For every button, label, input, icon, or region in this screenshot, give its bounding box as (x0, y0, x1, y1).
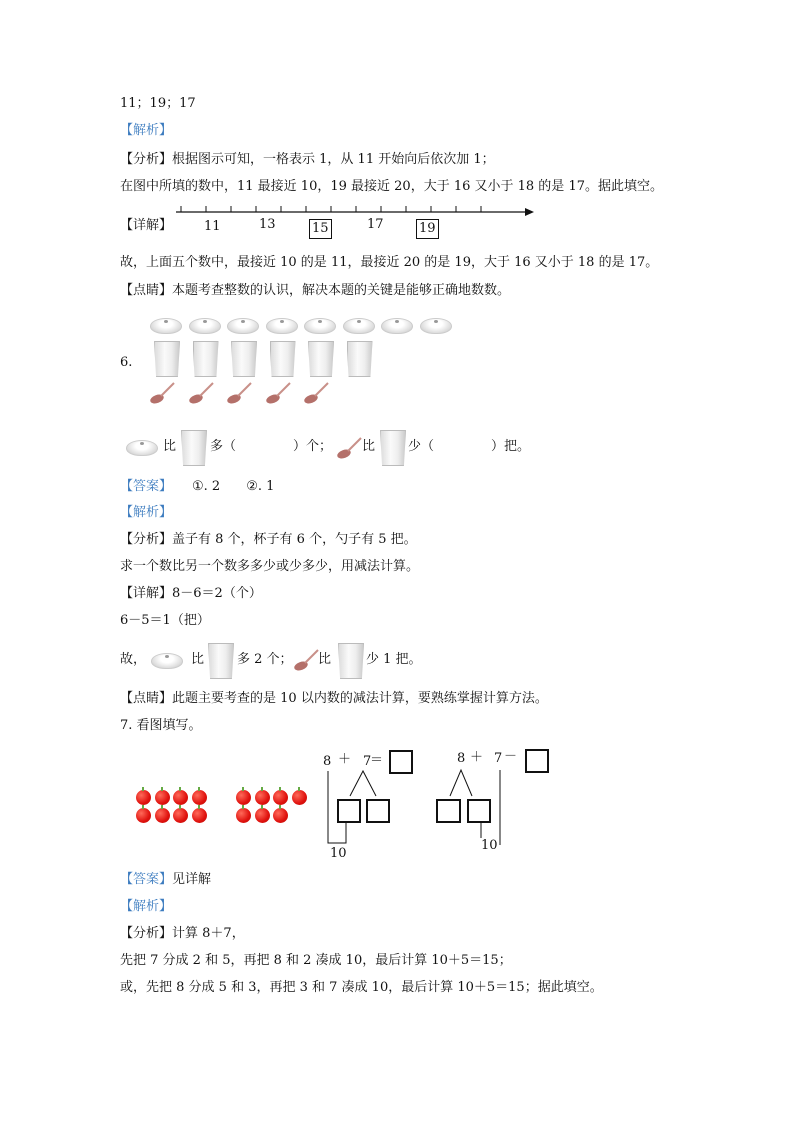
numberline-label-11: 11 (204, 219, 221, 234)
spoon-icon (304, 381, 330, 405)
eq2-eq: － (504, 749, 518, 764)
cup-icon (308, 341, 334, 377)
fenxi-text: 盖子有 8 个，杯子有 6 个，勺子有 5 把。 (172, 532, 417, 547)
xiangjie-label: 【详解】 (120, 586, 173, 601)
answer-text: 见详解 (172, 872, 212, 887)
q6-answer (120, 479, 274, 495)
q5-dianjing (120, 283, 510, 299)
q7-jiexi-label: 【解析】 (120, 899, 173, 914)
eq1-op: ＋ (338, 752, 352, 767)
cup-icon (338, 643, 364, 679)
eq2-a: 8 (457, 751, 466, 766)
cup-icon (231, 341, 257, 377)
apple-icon (236, 790, 251, 805)
q6-fenxi-2: 求一个数比另一个数多多少或少多少，用减法计算。 (120, 559, 420, 574)
q6-q-ge: ）个； (293, 439, 333, 454)
cup-icon (380, 430, 406, 466)
q6-xiangjie-1 (120, 586, 262, 602)
lid-icon (381, 318, 413, 334)
eq1-ten: 10 (330, 846, 347, 861)
fenxi-label: 【分析】 (120, 532, 173, 547)
apple-icon (192, 808, 207, 823)
numberline-label-13: 13 (259, 217, 276, 232)
q6-fenxi-1 (120, 532, 417, 548)
lid-icon (189, 318, 221, 334)
lid-icon (227, 318, 259, 334)
fenxi-label: 【分析】 (120, 152, 173, 167)
cup-icon (193, 341, 219, 377)
cup-icon (181, 430, 207, 466)
q7-answer (120, 872, 211, 888)
q6-q-bi2: 比 (362, 439, 376, 454)
eq2-b: 7 (494, 751, 503, 766)
q7-title: 7. 看图填写。 (120, 718, 202, 733)
q7-fenxi-3: 或，先把 8 分成 5 和 3，再把 3 和 7 凑成 10，最后计算 10＋5＝15；据此填空。 (120, 980, 603, 995)
q6-dianjing (120, 691, 548, 707)
apple-icon (236, 808, 251, 823)
spoon-icon (266, 381, 292, 405)
apple-icon (173, 790, 188, 805)
dianjing-text: 此题主要考查的是 10 以内数的减法计算，要熟练掌握计算方法。 (172, 691, 548, 706)
eq1-a: 8 (323, 754, 332, 769)
numberline-box-15: 15 (309, 219, 332, 239)
spoon-icon (337, 436, 363, 460)
eq2-op: ＋ (470, 750, 484, 765)
lid-icon (126, 440, 158, 456)
xiangjie-text: 8－6＝2（个） (172, 586, 262, 601)
cup-icon (154, 341, 180, 377)
eq2-ten: 10 (481, 838, 498, 853)
fenxi-text: 根据图示可知，一格表示 1，从 11 开始向后依次加 1； (172, 152, 495, 167)
dianjing-text: 本题考查整数的认识，解决本题的关键是能够正确地数数。 (172, 283, 511, 298)
q6-q-bi: 比 (163, 439, 177, 454)
lid-icon (304, 318, 336, 334)
spoon-icon (150, 381, 176, 405)
q6-xiangjie-2: 6－5＝1（把） (120, 613, 210, 628)
q6-c-duo: 多 2 个； (237, 652, 293, 667)
answer-label: 【答案】 (120, 479, 173, 494)
apple-icon (136, 808, 151, 823)
q6-q-duo: 多（ (210, 439, 237, 454)
spoon-icon (189, 381, 215, 405)
apple-icon (255, 808, 270, 823)
apple-icon (155, 808, 170, 823)
answer-values: ①. 2 ②. 1 (192, 479, 275, 494)
q5-jiexi-label: 【解析】 (120, 123, 173, 138)
q5-answer: 11；19；17 (120, 96, 196, 111)
lid-icon (420, 318, 452, 334)
q6-jiexi-label: 【解析】 (120, 505, 173, 520)
apple-icon (255, 790, 270, 805)
q6-c-shao: 少 1 把。 (366, 652, 422, 667)
lid-icon (151, 653, 183, 669)
apple-icon (173, 808, 188, 823)
spoon-icon (227, 381, 253, 405)
cup-icon (270, 341, 296, 377)
spoon-icon (294, 648, 320, 672)
q6-q-shao: 少（ (408, 439, 435, 454)
q7-fenxi-2: 先把 7 分成 2 和 5，再把 8 和 2 凑成 10，最后计算 10＋5＝15； (120, 953, 512, 968)
apple-icon (273, 790, 288, 805)
q5-conclusion: 故，上面五个数中，最接近 10 的是 11，最接近 20 的是 19，大于 16 又小于 18 的是 17。 (120, 255, 659, 270)
apple-icon (192, 790, 207, 805)
q6-number: 6. (120, 355, 133, 370)
dianjing-label: 【点睛】 (120, 283, 173, 298)
q6-c-bi2: 比 (318, 652, 332, 667)
fenxi-text: 计算 8＋7， (172, 926, 245, 941)
fenxi-label: 【分析】 (120, 926, 173, 941)
q6-q-ba: ）把。 (491, 439, 531, 454)
q6-c-bi: 比 (191, 652, 205, 667)
q6-c-gu: 故， (120, 652, 147, 667)
q5-xiangjie-label: 【详解】 (120, 218, 173, 233)
number-line (170, 200, 540, 220)
answer-label: 【答案】 (120, 872, 173, 887)
q7-fenxi-1 (120, 926, 245, 942)
cup-icon (208, 643, 234, 679)
apple-icon (136, 790, 151, 805)
lid-icon (343, 318, 375, 334)
lid-icon (150, 318, 182, 334)
q5-fenxi-1 (120, 152, 495, 168)
apple-icon (155, 790, 170, 805)
eq1-eq: ＝ (370, 753, 384, 768)
lid-icon (266, 318, 298, 334)
numberline-box-19: 19 (416, 219, 439, 239)
q5-fenxi-2: 在图中所填的数中，11 最接近 10，19 最接近 20，大于 16 又小于 18 的是 17。据此填空。 (120, 179, 663, 194)
dianjing-label: 【点睛】 (120, 691, 173, 706)
apple-icon (292, 790, 307, 805)
apple-icon (273, 808, 288, 823)
cup-icon (347, 341, 373, 377)
numberline-label-17: 17 (367, 217, 384, 232)
eq1-b: 7 (363, 754, 372, 769)
